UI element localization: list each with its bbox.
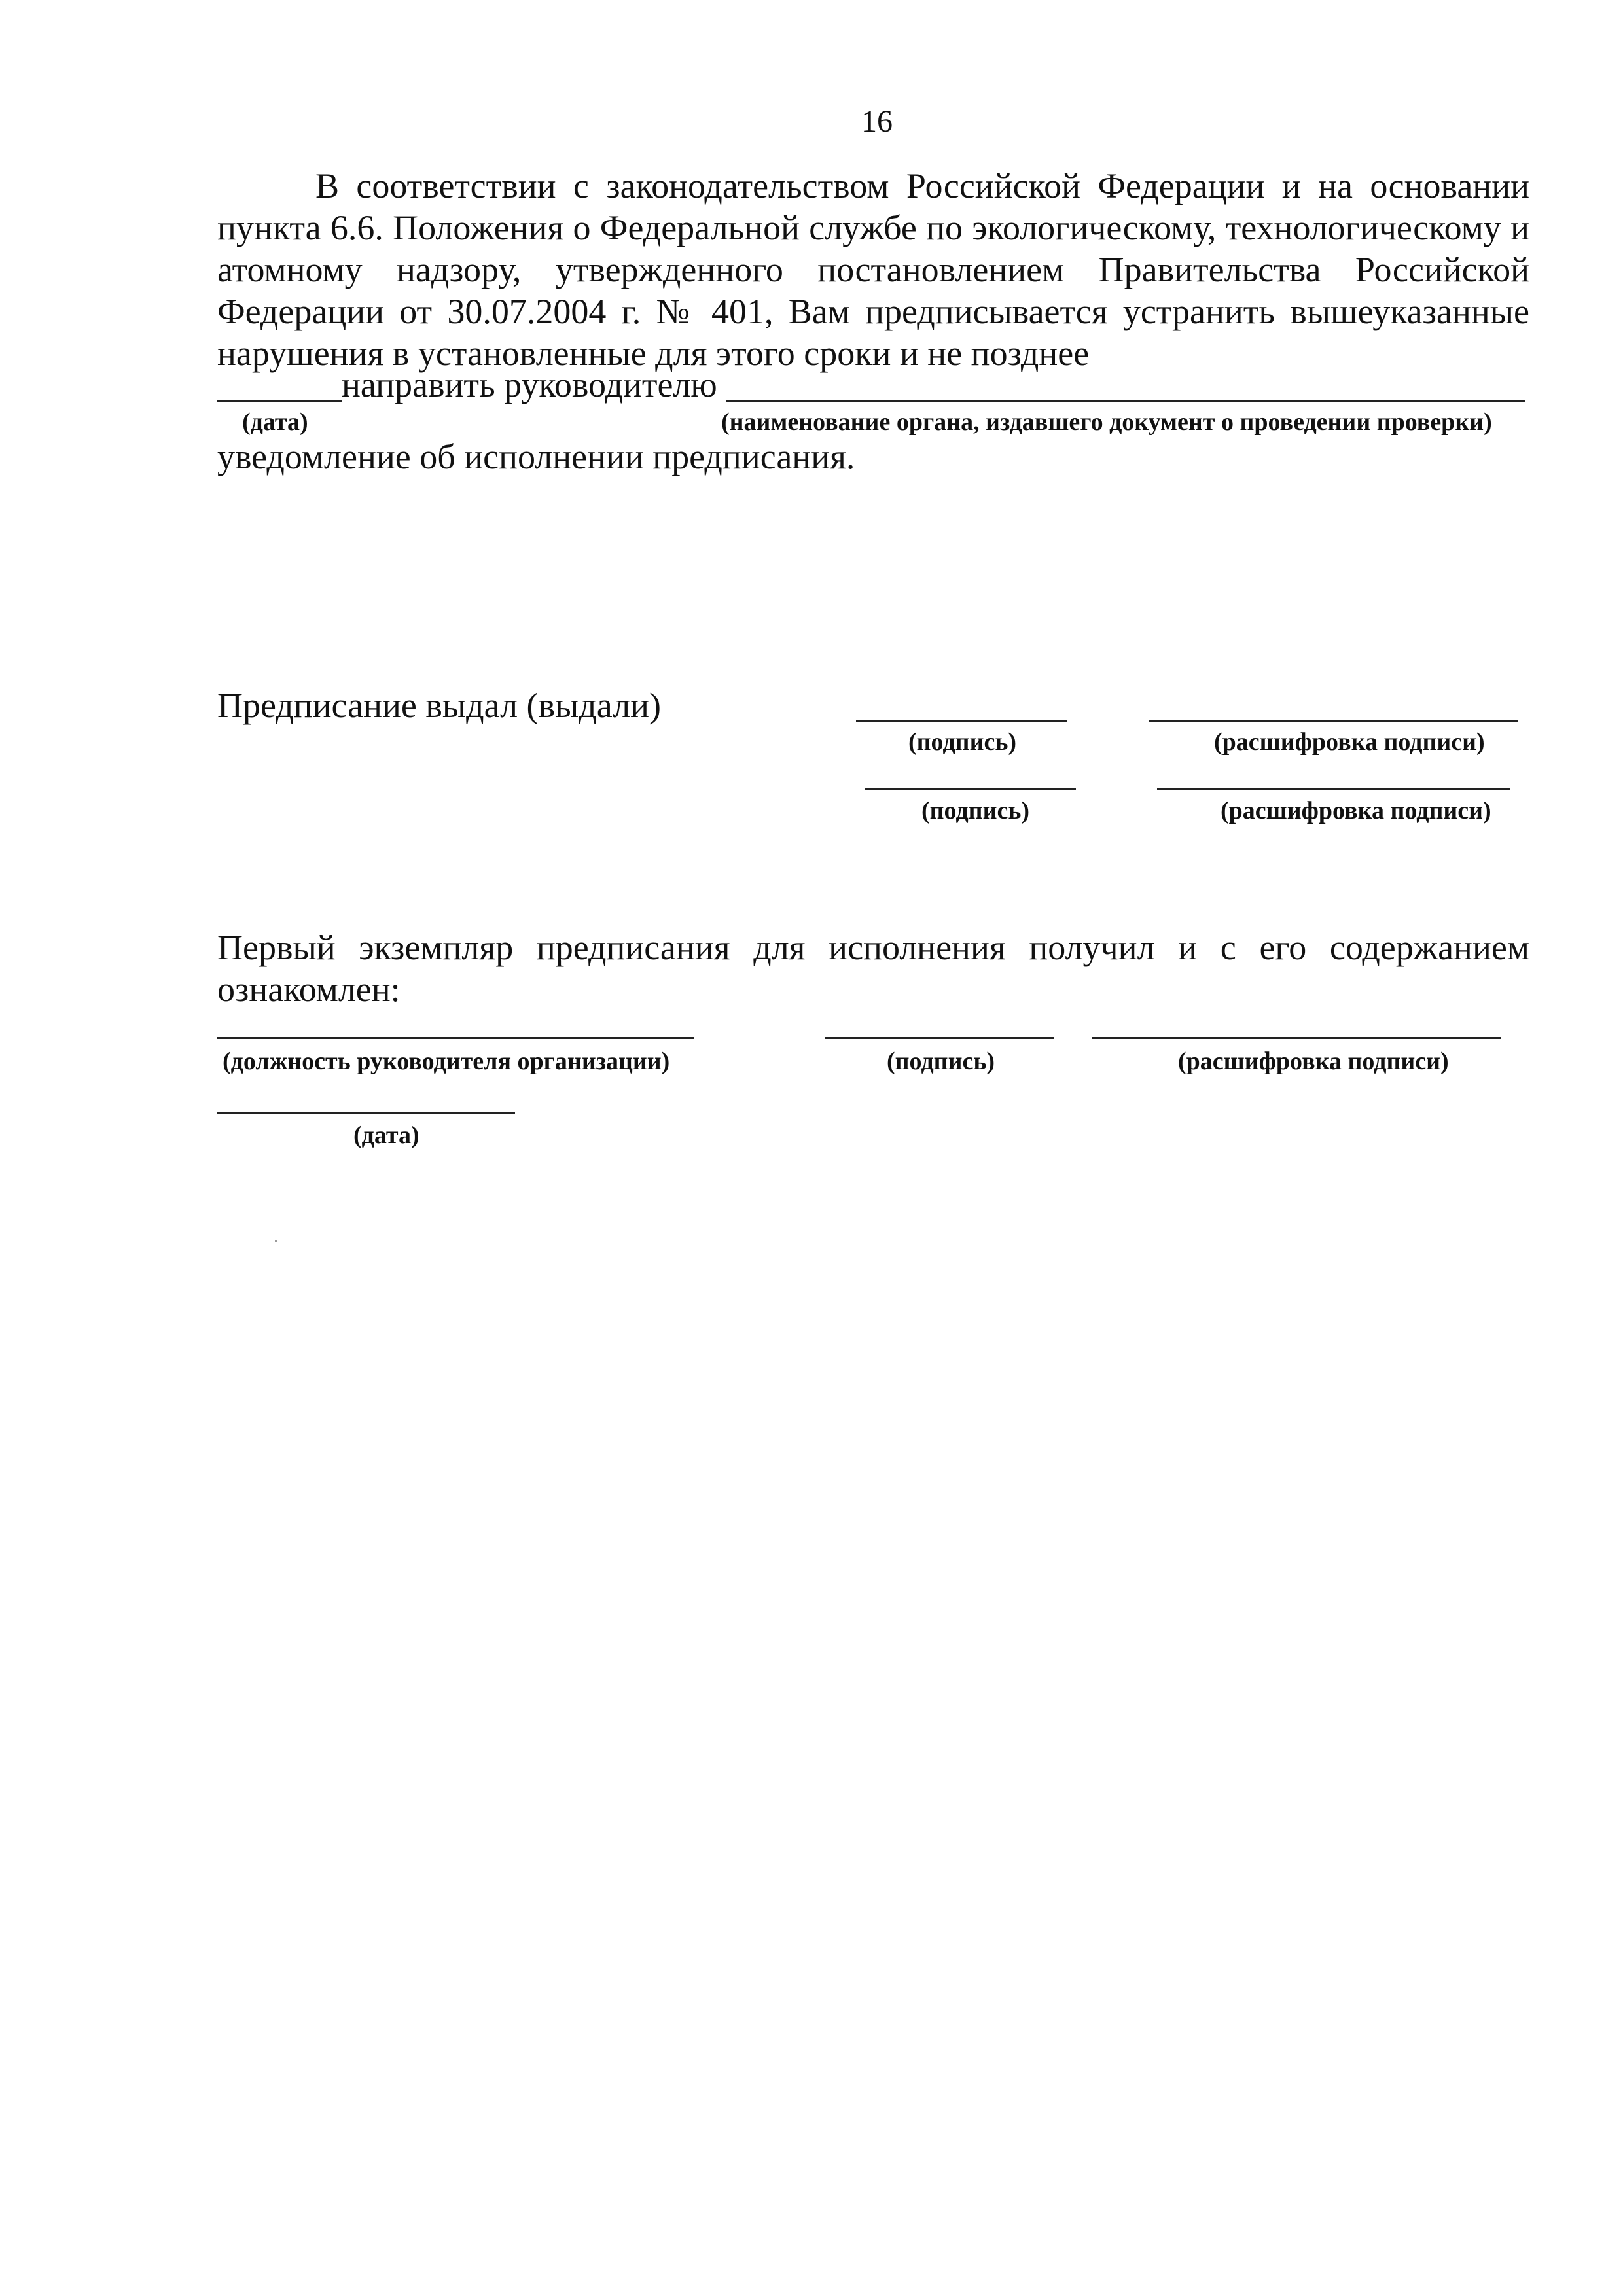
issuer-decoding-line-1[interactable] (1149, 720, 1518, 722)
notification-text: уведомление об исполнении предписания. (217, 437, 855, 476)
organ-blank-line[interactable] (726, 400, 1525, 402)
position-line[interactable] (217, 1037, 694, 1039)
recipient-signature-caption: (подпись) (887, 1048, 995, 1075)
receipt-date-caption: (дата) (353, 1122, 419, 1149)
receipt-date-line[interactable] (217, 1112, 515, 1114)
scan-speck (275, 1240, 277, 1242)
recipient-signature-line[interactable] (825, 1037, 1054, 1039)
issued-by-label: Предписание выдал (выдали) (217, 686, 662, 725)
issuer-signature-caption-1: (подпись) (908, 728, 1017, 756)
received-text-line-1: Первый экземпляр предписания для исполнения получил и с его содержанием (217, 928, 1529, 967)
direct-to-head-text: направить руководителю (342, 365, 717, 404)
issuer-decoding-caption-1: (расшифровка подписи) (1214, 728, 1485, 756)
issuer-signature-line-1[interactable] (856, 720, 1067, 722)
position-caption: (должность руководителя организации) (223, 1048, 670, 1075)
organ-caption: (наименование органа, издавшего документ о проведении проверки) (721, 408, 1492, 436)
issuer-signature-line-2[interactable] (865, 788, 1076, 790)
date-caption: (дата) (242, 408, 308, 436)
received-text-line-2: ознакомлен: (217, 970, 401, 1009)
date-blank-line[interactable] (217, 400, 342, 402)
page-number: 16 (861, 104, 893, 139)
issuer-signature-caption-2: (подпись) (921, 797, 1030, 824)
recipient-decoding-caption: (расшифровка подписи) (1178, 1048, 1449, 1075)
issuer-decoding-caption-2: (расшифровка подписи) (1221, 797, 1491, 824)
order-paragraph: В соответствии с законодательством Российской Федерации и на основании пункта 6.6. Положения о Федеральной службе по экологическому, технологическому и атомному надзору, утвержденного постановлением Правительства Российской Федерации от 30.07.2004 г. № 401, Вам предписывается устранить вышеуказанные нарушения в установленные для этого сроки и не позднее (217, 166, 1529, 373)
issuer-decoding-line-2[interactable] (1157, 788, 1510, 790)
recipient-decoding-line[interactable] (1092, 1037, 1501, 1039)
